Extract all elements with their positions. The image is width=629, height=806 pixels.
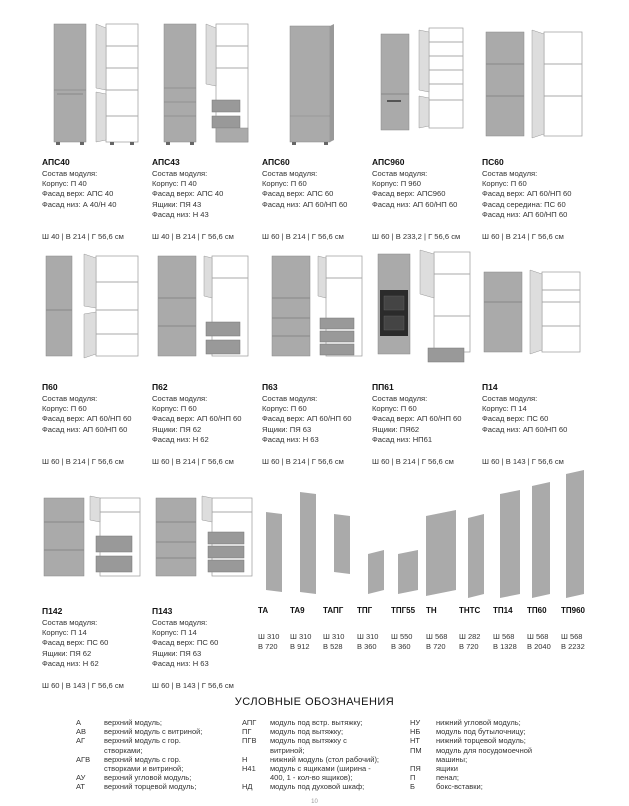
legend-code: А bbox=[76, 718, 82, 727]
module-dimensions-ps60: Ш 60 | В 214 | Г 56,6 см bbox=[482, 232, 564, 241]
panel-code-tn: ТН bbox=[426, 606, 437, 615]
module-line: Фасад верх: АП 60/НП 60 bbox=[42, 414, 132, 424]
panel-tp14 bbox=[500, 490, 520, 598]
module-line: Фасад низ: АП 60/НП 60 bbox=[42, 424, 128, 434]
legend-code: НД bbox=[242, 782, 253, 792]
legend-description: верхний модуль с гор. bbox=[104, 754, 181, 764]
panel-width: Ш 568 bbox=[493, 632, 515, 641]
module-description-p60 bbox=[42, 394, 132, 435]
panel-dimensions-tpg55 bbox=[391, 632, 412, 652]
panel-height: В 912 bbox=[290, 642, 310, 651]
panel-tpg55 bbox=[398, 550, 418, 594]
module-description-aps60 bbox=[262, 169, 347, 210]
legend-description: модуль под вытяжку; bbox=[270, 727, 344, 737]
legend-code: ПГВ bbox=[242, 736, 257, 746]
module-line: Состав модуля: bbox=[482, 394, 538, 403]
module-code-aps43: АПС43 bbox=[152, 157, 180, 167]
panel-code-tapg: ТАПГ bbox=[323, 606, 344, 615]
module-line: Корпус: П 60 bbox=[482, 179, 527, 189]
module-dimensions-aps60: Ш 60 | В 214 | Г 56,6 см bbox=[262, 232, 344, 241]
module-line: Ящики: ПЯ 62 bbox=[42, 648, 92, 658]
legend-title: УСЛОВНЫЕ ОБОЗНАЧЕНИЯ bbox=[234, 696, 395, 708]
module-line: Фасад верх: АП 60/НП 60 bbox=[372, 414, 462, 424]
panel-tp60 bbox=[532, 482, 550, 598]
panel-dimensions-tpg bbox=[357, 632, 378, 652]
panel-dimensions-ta9 bbox=[290, 632, 311, 652]
module-code-ps60: ПС60 bbox=[482, 157, 504, 167]
module-dimensions-p63: Ш 60 | В 214 | Г 56,6 см bbox=[262, 457, 344, 466]
panel-height: В 360 bbox=[357, 642, 377, 651]
panel-tp960 bbox=[566, 470, 584, 598]
module-dimensions-p14: Ш 60 | В 143 | Г 56,6 см bbox=[482, 457, 564, 466]
legend-code: Б bbox=[410, 782, 415, 792]
module-dimensions-p143: Ш 60 | В 143 | Г 56,6 см bbox=[152, 681, 234, 690]
panel-width: Ш 568 bbox=[561, 632, 583, 641]
panel-code-ta9: ТА9 bbox=[290, 606, 305, 615]
panel-code-tp14: ТП14 bbox=[493, 606, 513, 615]
module-line: Корпус: П 60 bbox=[372, 404, 417, 414]
legend-code: АВ bbox=[76, 727, 87, 737]
module-dimensions-aps43: Ш 40 | В 214 | Г 56,6 см bbox=[152, 232, 234, 241]
closed-cabinet bbox=[54, 24, 86, 145]
panel-width: Ш 310 bbox=[323, 632, 345, 641]
panel-width: Ш 568 bbox=[527, 632, 549, 641]
module-description-p143 bbox=[152, 618, 218, 669]
module-line: Состав модуля: bbox=[482, 169, 538, 178]
module-line: Состав модуля: bbox=[42, 394, 98, 403]
module-line: Фасад верх: АПС 40 bbox=[152, 189, 224, 199]
module-dimensions-aps40: Ш 40 | В 214 | Г 56,6 см bbox=[42, 232, 124, 241]
module-dimensions-pp61: Ш 60 | В 214 | Г 56,6 см bbox=[372, 457, 454, 466]
module-line: Фасад низ: Н 43 bbox=[152, 209, 209, 219]
module-line: Корпус: П 14 bbox=[482, 404, 527, 414]
module-code-aps60: АПС60 bbox=[262, 157, 290, 167]
module-line: Корпус: П 14 bbox=[152, 628, 197, 638]
legend-description: модуль под встр. вытяжку; bbox=[270, 718, 363, 727]
module-line: Фасад низ: АП 60/НП 60 bbox=[372, 199, 458, 209]
module-line: Фасад низ: Н 62 bbox=[42, 658, 99, 668]
module-code-pp61: ПП61 bbox=[372, 382, 394, 392]
panel-dimensions-tp60 bbox=[527, 632, 551, 652]
module-description-pp61 bbox=[372, 394, 462, 445]
module-line: Фасад низ: АП 60/НП 60 bbox=[482, 424, 568, 434]
module-line: Фасад верх: АП 60/НП 60 bbox=[152, 414, 242, 424]
legend-description: бокс-вставки; bbox=[436, 782, 483, 792]
module-line: Корпус: П 40 bbox=[152, 179, 197, 189]
module-line: Состав модуля: bbox=[152, 618, 208, 627]
p143-picture bbox=[152, 492, 257, 582]
legend-code: ПМ bbox=[410, 745, 422, 755]
module-line: Фасад верх: АП 60/НП 60 bbox=[262, 414, 352, 424]
module-line: Фасад верх: АПС 40 bbox=[42, 189, 114, 199]
module-line: Ящики: ПЯ 43 bbox=[152, 199, 202, 209]
module-line: Фасад середина: ПС 60 bbox=[482, 199, 566, 209]
module-line: Фасад верх: АПС960 bbox=[372, 189, 446, 199]
legend-description: пенал; bbox=[436, 773, 460, 783]
aps60-picture bbox=[270, 20, 350, 148]
legend-description: верхний угловой модуль; bbox=[104, 773, 192, 783]
module-line: Корпус: П 960 bbox=[372, 179, 421, 189]
panel-dimensions-ta bbox=[258, 632, 279, 652]
legend-description: машины; bbox=[436, 754, 468, 764]
module-description-p14 bbox=[482, 394, 567, 435]
module-line: Корпус: П 14 bbox=[42, 628, 87, 638]
legend-description: модуль с ящиками (ширина - bbox=[270, 764, 371, 773]
panel-tnts bbox=[468, 514, 484, 598]
legend-code: НБ bbox=[410, 727, 421, 737]
legend-description: витриной; bbox=[270, 745, 305, 755]
panel-dimensions-tapg bbox=[323, 632, 344, 652]
panel-code-tpg: ТПГ bbox=[357, 606, 373, 615]
module-code-aps960: АПС960 bbox=[372, 157, 405, 167]
panel-code-tp60: ТП60 bbox=[527, 606, 547, 615]
panel-dimensions-tn bbox=[426, 632, 447, 652]
module-description-aps40 bbox=[42, 169, 116, 210]
panel-height: В 720 bbox=[426, 642, 446, 651]
aps960-picture bbox=[375, 22, 470, 134]
module-code-p14: П14 bbox=[482, 382, 498, 392]
panel-height: В 1328 bbox=[493, 642, 517, 651]
module-line: Корпус: П 60 bbox=[262, 404, 307, 414]
module-code-p62: П62 bbox=[152, 382, 168, 392]
panel-dimensions-tp960 bbox=[561, 632, 585, 652]
module-line: Фасад низ: АП 60/НП 60 bbox=[482, 209, 568, 219]
module-dimensions-p60: Ш 60 | В 214 | Г 56,6 см bbox=[42, 457, 124, 466]
panel-tn bbox=[426, 510, 456, 596]
module-line: Фасад низ: АП 60/НП 60 bbox=[262, 199, 348, 209]
panel-code-tnts: ТНТС bbox=[459, 606, 481, 615]
panel-width: Ш 550 bbox=[391, 632, 413, 641]
legend-description: модуль для посудомоечной bbox=[436, 745, 533, 755]
module-line: Корпус: П 60 bbox=[262, 179, 307, 189]
legend-description: нижний угловой модуль; bbox=[436, 718, 521, 727]
legend-code: АТ bbox=[76, 782, 85, 792]
side-panels-picture bbox=[256, 470, 596, 600]
legend-description: верхний модуль с гор. bbox=[104, 736, 181, 746]
panel-dimensions-tp14 bbox=[493, 632, 517, 652]
module-line: Фасад верх: ПС 60 bbox=[42, 638, 109, 648]
module-line: Ящики: ПЯ 63 bbox=[262, 424, 312, 434]
panel-code-tp960: ТП960 bbox=[561, 606, 585, 615]
legend-description: модуль под духовой шкаф; bbox=[270, 782, 365, 792]
panel-width: Ш 310 bbox=[357, 632, 379, 641]
module-description-aps43 bbox=[152, 169, 223, 220]
p60-picture bbox=[40, 250, 145, 360]
module-line: Состав модуля: bbox=[372, 169, 428, 178]
module-line: Состав модуля: bbox=[262, 169, 318, 178]
panel-code-tpg55: ТПГ55 bbox=[391, 606, 416, 615]
p63-picture bbox=[266, 252, 366, 364]
legend-code: НТ bbox=[410, 736, 420, 746]
module-dimensions-aps960: Ш 60 | В 233,2 | Г 56,6 см bbox=[372, 232, 461, 241]
panel-tapg bbox=[334, 514, 350, 574]
module-line: Состав модуля: bbox=[152, 394, 208, 403]
module-code-aps40: АПС40 bbox=[42, 157, 70, 167]
module-line: Корпус: П 60 bbox=[42, 404, 87, 414]
module-line: Фасад низ: Н 63 bbox=[262, 434, 319, 444]
module-line: Фасад низ: А 40/Н 40 bbox=[42, 199, 117, 209]
page-number: 10 bbox=[311, 799, 318, 805]
aps40-picture bbox=[40, 20, 140, 148]
panel-width: Ш 310 bbox=[290, 632, 312, 641]
legend-code: ПГ bbox=[242, 727, 252, 737]
legend-code: АПГ bbox=[242, 718, 257, 727]
module-dimensions-p62: Ш 60 | В 214 | Г 56,6 см bbox=[152, 457, 234, 466]
module-line: Фасад низ: Н 62 bbox=[152, 434, 209, 444]
p14-picture bbox=[480, 266, 585, 356]
legend-code: АГ bbox=[76, 736, 86, 746]
module-line: Фасад низ: НП61 bbox=[372, 434, 433, 444]
ps60-picture bbox=[482, 24, 587, 142]
legend-code: ПЯ bbox=[410, 764, 421, 773]
module-description-aps960 bbox=[372, 169, 457, 210]
module-description-p62 bbox=[152, 394, 242, 445]
panel-ta9 bbox=[300, 492, 316, 594]
module-line: Ящики: ПЯ62 bbox=[372, 424, 420, 434]
p62-picture bbox=[152, 252, 252, 364]
module-description-p142 bbox=[42, 618, 108, 669]
p142-picture bbox=[40, 492, 145, 582]
legend-description: модуль под вытяжку с bbox=[270, 736, 347, 746]
panel-height: В 720 bbox=[258, 642, 278, 651]
legend-description: 400, 1 - кол-во ящиков); bbox=[270, 773, 353, 783]
legend-description: ящики bbox=[436, 764, 458, 773]
module-description-ps60 bbox=[482, 169, 572, 220]
module-line: Корпус: П 60 bbox=[152, 404, 197, 414]
module-description-p63 bbox=[262, 394, 352, 445]
aps43-picture bbox=[150, 20, 250, 148]
panel-height: В 360 bbox=[391, 642, 411, 651]
module-line: Состав модуля: bbox=[42, 169, 98, 178]
module-line: Состав модуля: bbox=[152, 169, 208, 178]
legend-description: верхний модуль; bbox=[104, 718, 163, 727]
legend-code: АГВ bbox=[76, 754, 91, 764]
module-line: Фасад верх: АПС 60 bbox=[262, 189, 334, 199]
panel-height: В 2040 bbox=[527, 642, 551, 651]
module-dimensions-p142: Ш 60 | В 143 | Г 56,6 см bbox=[42, 681, 124, 690]
module-line: Ящики: ПЯ 62 bbox=[152, 424, 202, 434]
panel-width: Ш 568 bbox=[426, 632, 448, 641]
panel-height: В 2232 bbox=[561, 642, 585, 651]
legend-code: НУ bbox=[410, 718, 421, 727]
legend-description: верхний торцевой модуль; bbox=[104, 782, 197, 792]
module-line: Состав модуля: bbox=[372, 394, 428, 403]
module-code-p60: П60 bbox=[42, 382, 58, 392]
module-line: Корпус: П 40 bbox=[42, 179, 87, 189]
legend-code: АУ bbox=[76, 773, 86, 783]
legend-description: верхний модуль с витриной; bbox=[104, 727, 203, 737]
panel-width: Ш 282 bbox=[459, 632, 481, 641]
legend-code: П bbox=[410, 773, 416, 783]
module-line: Ящики: ПЯ 63 bbox=[152, 648, 202, 658]
legend-description: модуль под бутылочницу; bbox=[436, 727, 526, 737]
panel-ta bbox=[266, 512, 282, 592]
module-line: Фасад верх: АП 60/НП 60 bbox=[482, 189, 572, 199]
legend-description: створками и витриной; bbox=[104, 764, 184, 773]
legend-description: нижний торцевой модуль; bbox=[436, 736, 526, 746]
module-code-p142: П142 bbox=[42, 606, 63, 616]
legend-description: нижний модуль (стол рабочий); bbox=[270, 754, 380, 764]
panel-dimensions-tnts bbox=[459, 632, 480, 652]
module-code-p63: П63 bbox=[262, 382, 278, 392]
module-line: Состав модуля: bbox=[42, 618, 98, 627]
pp61-picture bbox=[372, 248, 477, 368]
module-line: Фасад низ: Н 63 bbox=[152, 658, 209, 668]
open-cabinet bbox=[96, 24, 138, 145]
panel-width: Ш 310 bbox=[258, 632, 280, 641]
module-line: Фасад верх: ПС 60 bbox=[482, 414, 549, 424]
panel-height: В 720 bbox=[459, 642, 479, 651]
legend-code: Н bbox=[242, 754, 248, 764]
module-code-p143: П143 bbox=[152, 606, 173, 616]
module-line: Фасад верх: ПС 60 bbox=[152, 638, 219, 648]
legend-description: створками; bbox=[104, 745, 143, 755]
panel-height: В 528 bbox=[323, 642, 343, 651]
module-line: Состав модуля: bbox=[262, 394, 318, 403]
legend-code: Н41 bbox=[242, 764, 256, 773]
panel-code-ta: ТА bbox=[258, 606, 269, 615]
panel-tpg bbox=[368, 550, 384, 594]
